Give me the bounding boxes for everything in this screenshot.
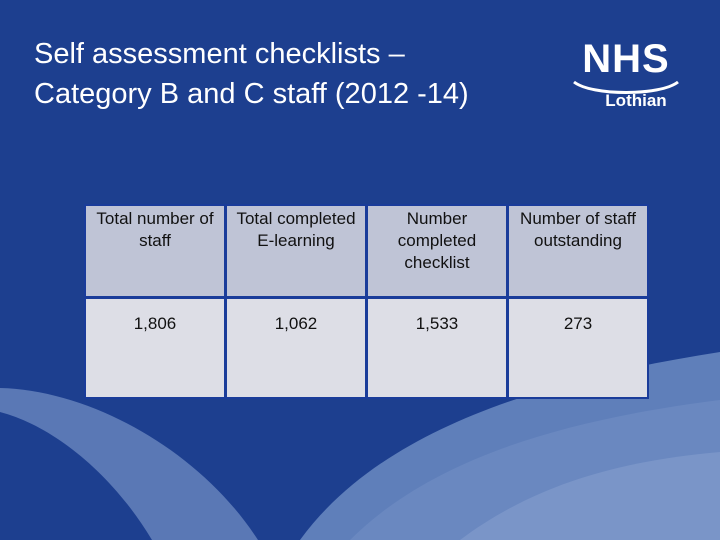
header-staff-outstanding: Number of staff outstanding: [509, 206, 647, 299]
value-total-staff: 1,806: [86, 299, 227, 397]
slide-title: [34, 34, 554, 114]
logo-nhs-text: NHS: [582, 37, 670, 81]
title-line-1: Self assessment checklists –: [34, 38, 405, 70]
table-row: [86, 299, 647, 397]
value-completed-checklist: 1,533: [368, 299, 509, 397]
nhs-lothian-logo: [570, 38, 682, 122]
logo-region-text: Lothian: [605, 91, 667, 110]
table-header-row: [86, 206, 647, 299]
header-total-staff: Total number of staff: [86, 206, 227, 299]
value-completed-elearning: 1,062: [227, 299, 368, 397]
value-staff-outstanding: 273: [509, 299, 647, 397]
header-completed-checklist: Number completed checklist: [368, 206, 509, 299]
staff-checklist-table: [84, 204, 649, 399]
title-line-2: Category B and C staff (2012 -14): [34, 78, 469, 110]
header-completed-elearning: Total completed E-learning: [227, 206, 368, 299]
